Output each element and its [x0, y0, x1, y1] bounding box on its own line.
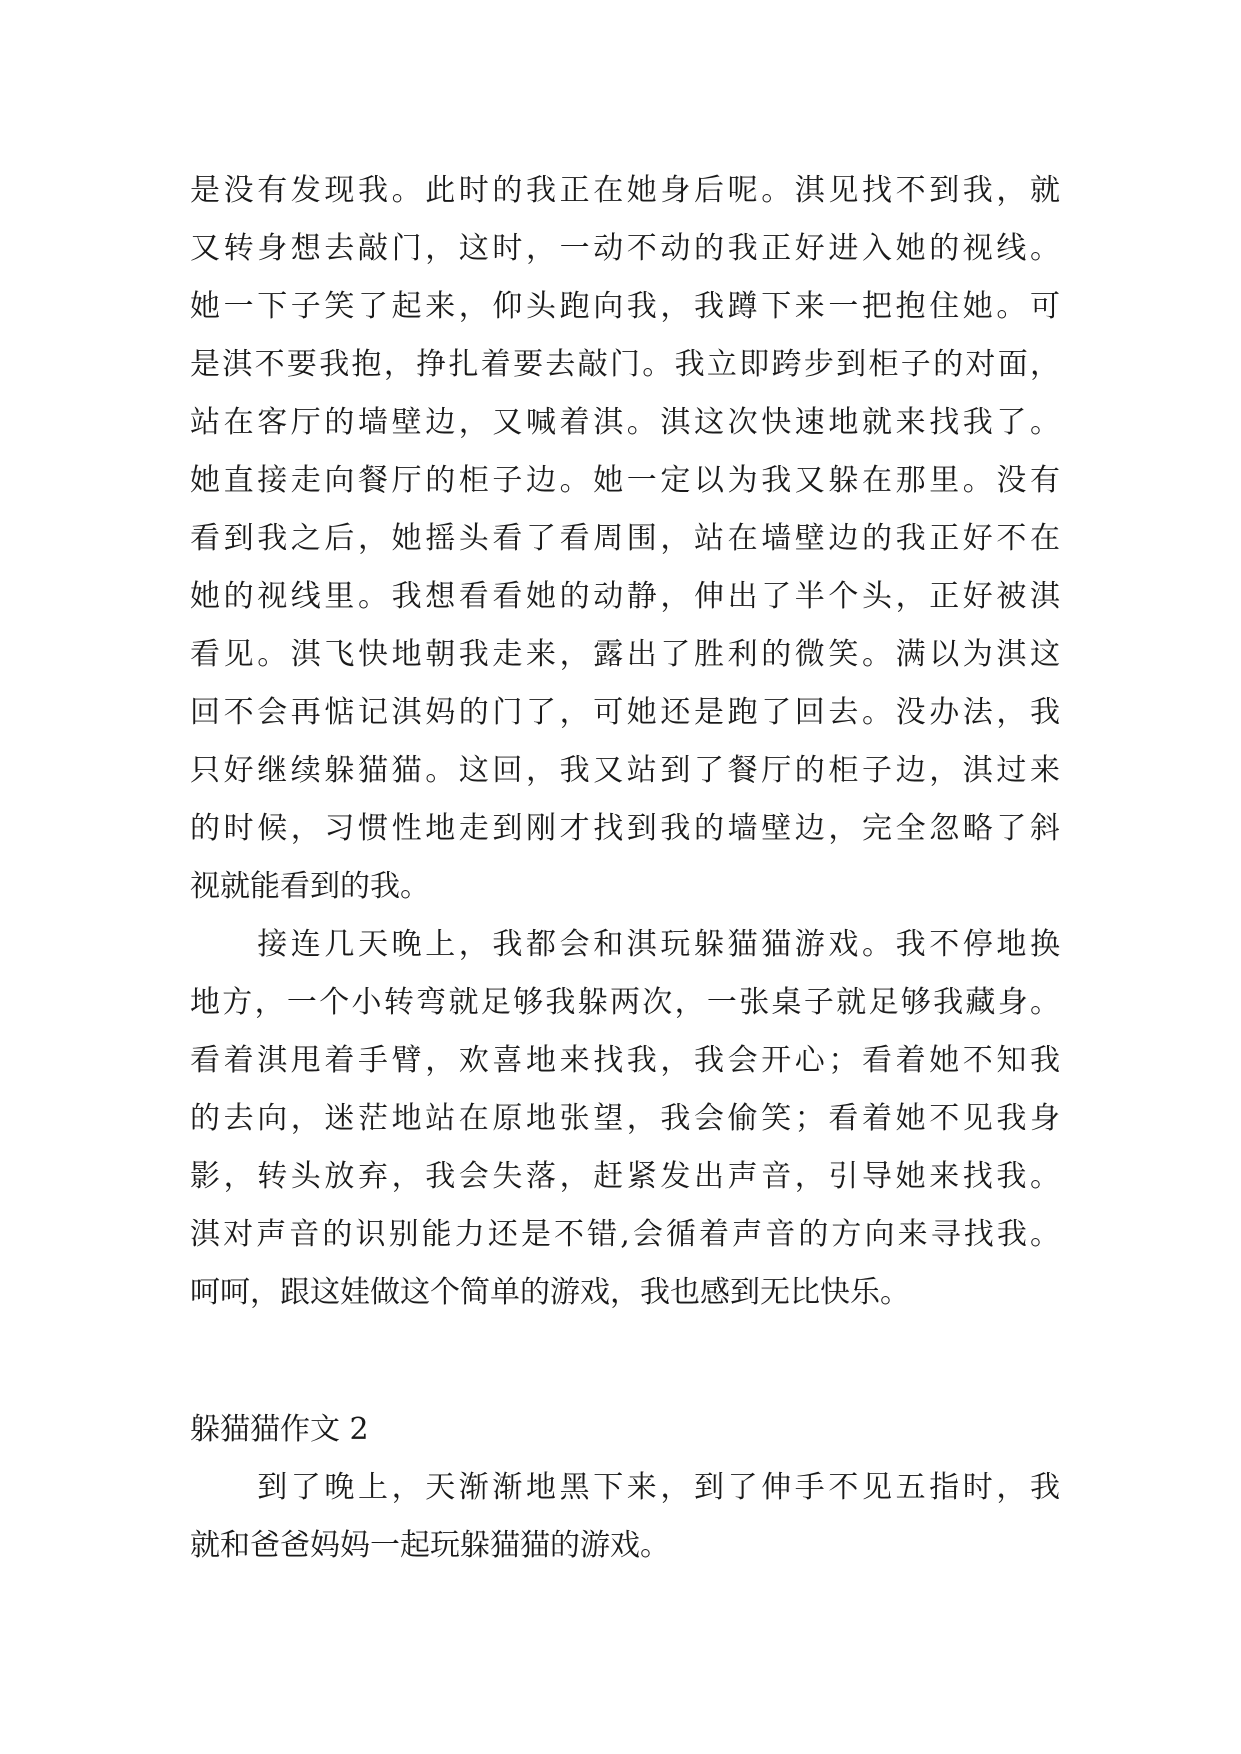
- paragraph-line: 看见。淇飞快地朝我走来，露出了胜利的微笑。满以为淇这: [190, 637, 1060, 672]
- paragraph-3: [190, 1459, 1060, 1575]
- paragraph-line: 地方，一个小转弯就足够我躲两次，一张桌子就足够我藏身。: [190, 985, 1060, 1020]
- section-spacer: [190, 1322, 1060, 1401]
- paragraph-2: [190, 916, 1060, 1322]
- paragraph-line: 的去向，迷茫地站在原地张望，我会偷笑；看着她不见我身: [190, 1101, 1060, 1136]
- paragraph-line: 淇对声音的识别能力还是不错,会循着声音的方向来寻找我。: [190, 1217, 1060, 1252]
- paragraph-line: 是淇不要我抱，挣扎着要去敲门。我立即跨步到柜子的对面，: [190, 347, 1060, 382]
- paragraph-line: 她一下子笑了起来，仰头跑向我，我蹲下来一把抱住她。可: [190, 289, 1060, 324]
- paragraph-line: 接连几天晚上，我都会和淇玩躲猫猫游戏。我不停地换: [190, 927, 1060, 962]
- paragraph-line: 影，转头放弃，我会失落，赶紧发出声音，引导她来找我。: [190, 1159, 1060, 1194]
- paragraph-line: 回不会再惦记淇妈的门了，可她还是跑了回去。没办法，我: [190, 695, 1060, 730]
- paragraph-line: 她直接走向餐厅的柜子边。她一定以为我又躲在那里。没有: [190, 463, 1060, 498]
- section-title: 躲猫猫作文 2: [190, 1412, 369, 1447]
- paragraph-line: 又转身想去敲门，这时，一动不动的我正好进入她的视线。: [190, 231, 1060, 266]
- paragraph-line: 站在客厅的墙壁边，又喊着淇。淇这次快速地就来找我了。: [190, 405, 1060, 440]
- paragraph-line: 看到我之后，她摇头看了看周围，站在墙壁边的我正好不在: [190, 521, 1060, 556]
- paragraph-line: 呵呵，跟这娃做这个简单的游戏，我也感到无比快乐。: [190, 1275, 910, 1310]
- paragraph-line: 是没有发现我。此时的我正在她身后呢。淇见找不到我，就: [190, 173, 1060, 208]
- document-body: [190, 162, 1060, 1575]
- paragraph-line: 她的视线里。我想看看她的动静，伸出了半个头，正好被淇: [190, 579, 1060, 614]
- paragraph-line: 到了晚上，天渐渐地黑下来，到了伸手不见五指时，我: [190, 1470, 1060, 1505]
- paragraph-line: 的时候，习惯性地走到刚才找到我的墙壁边，完全忽略了斜: [190, 811, 1060, 846]
- paragraph-line: 只好继续躲猫猫。这回，我又站到了餐厅的柜子边，淇过来: [190, 753, 1060, 788]
- paragraph-line: 看着淇甩着手臂，欢喜地来找我，我会开心；看着她不知我: [190, 1043, 1060, 1078]
- paragraph-line: 就和爸爸妈妈一起玩躲猫猫的游戏。: [190, 1528, 670, 1563]
- paragraph-line: 视就能看到的我。: [190, 869, 430, 904]
- paragraph-1: [190, 162, 1060, 916]
